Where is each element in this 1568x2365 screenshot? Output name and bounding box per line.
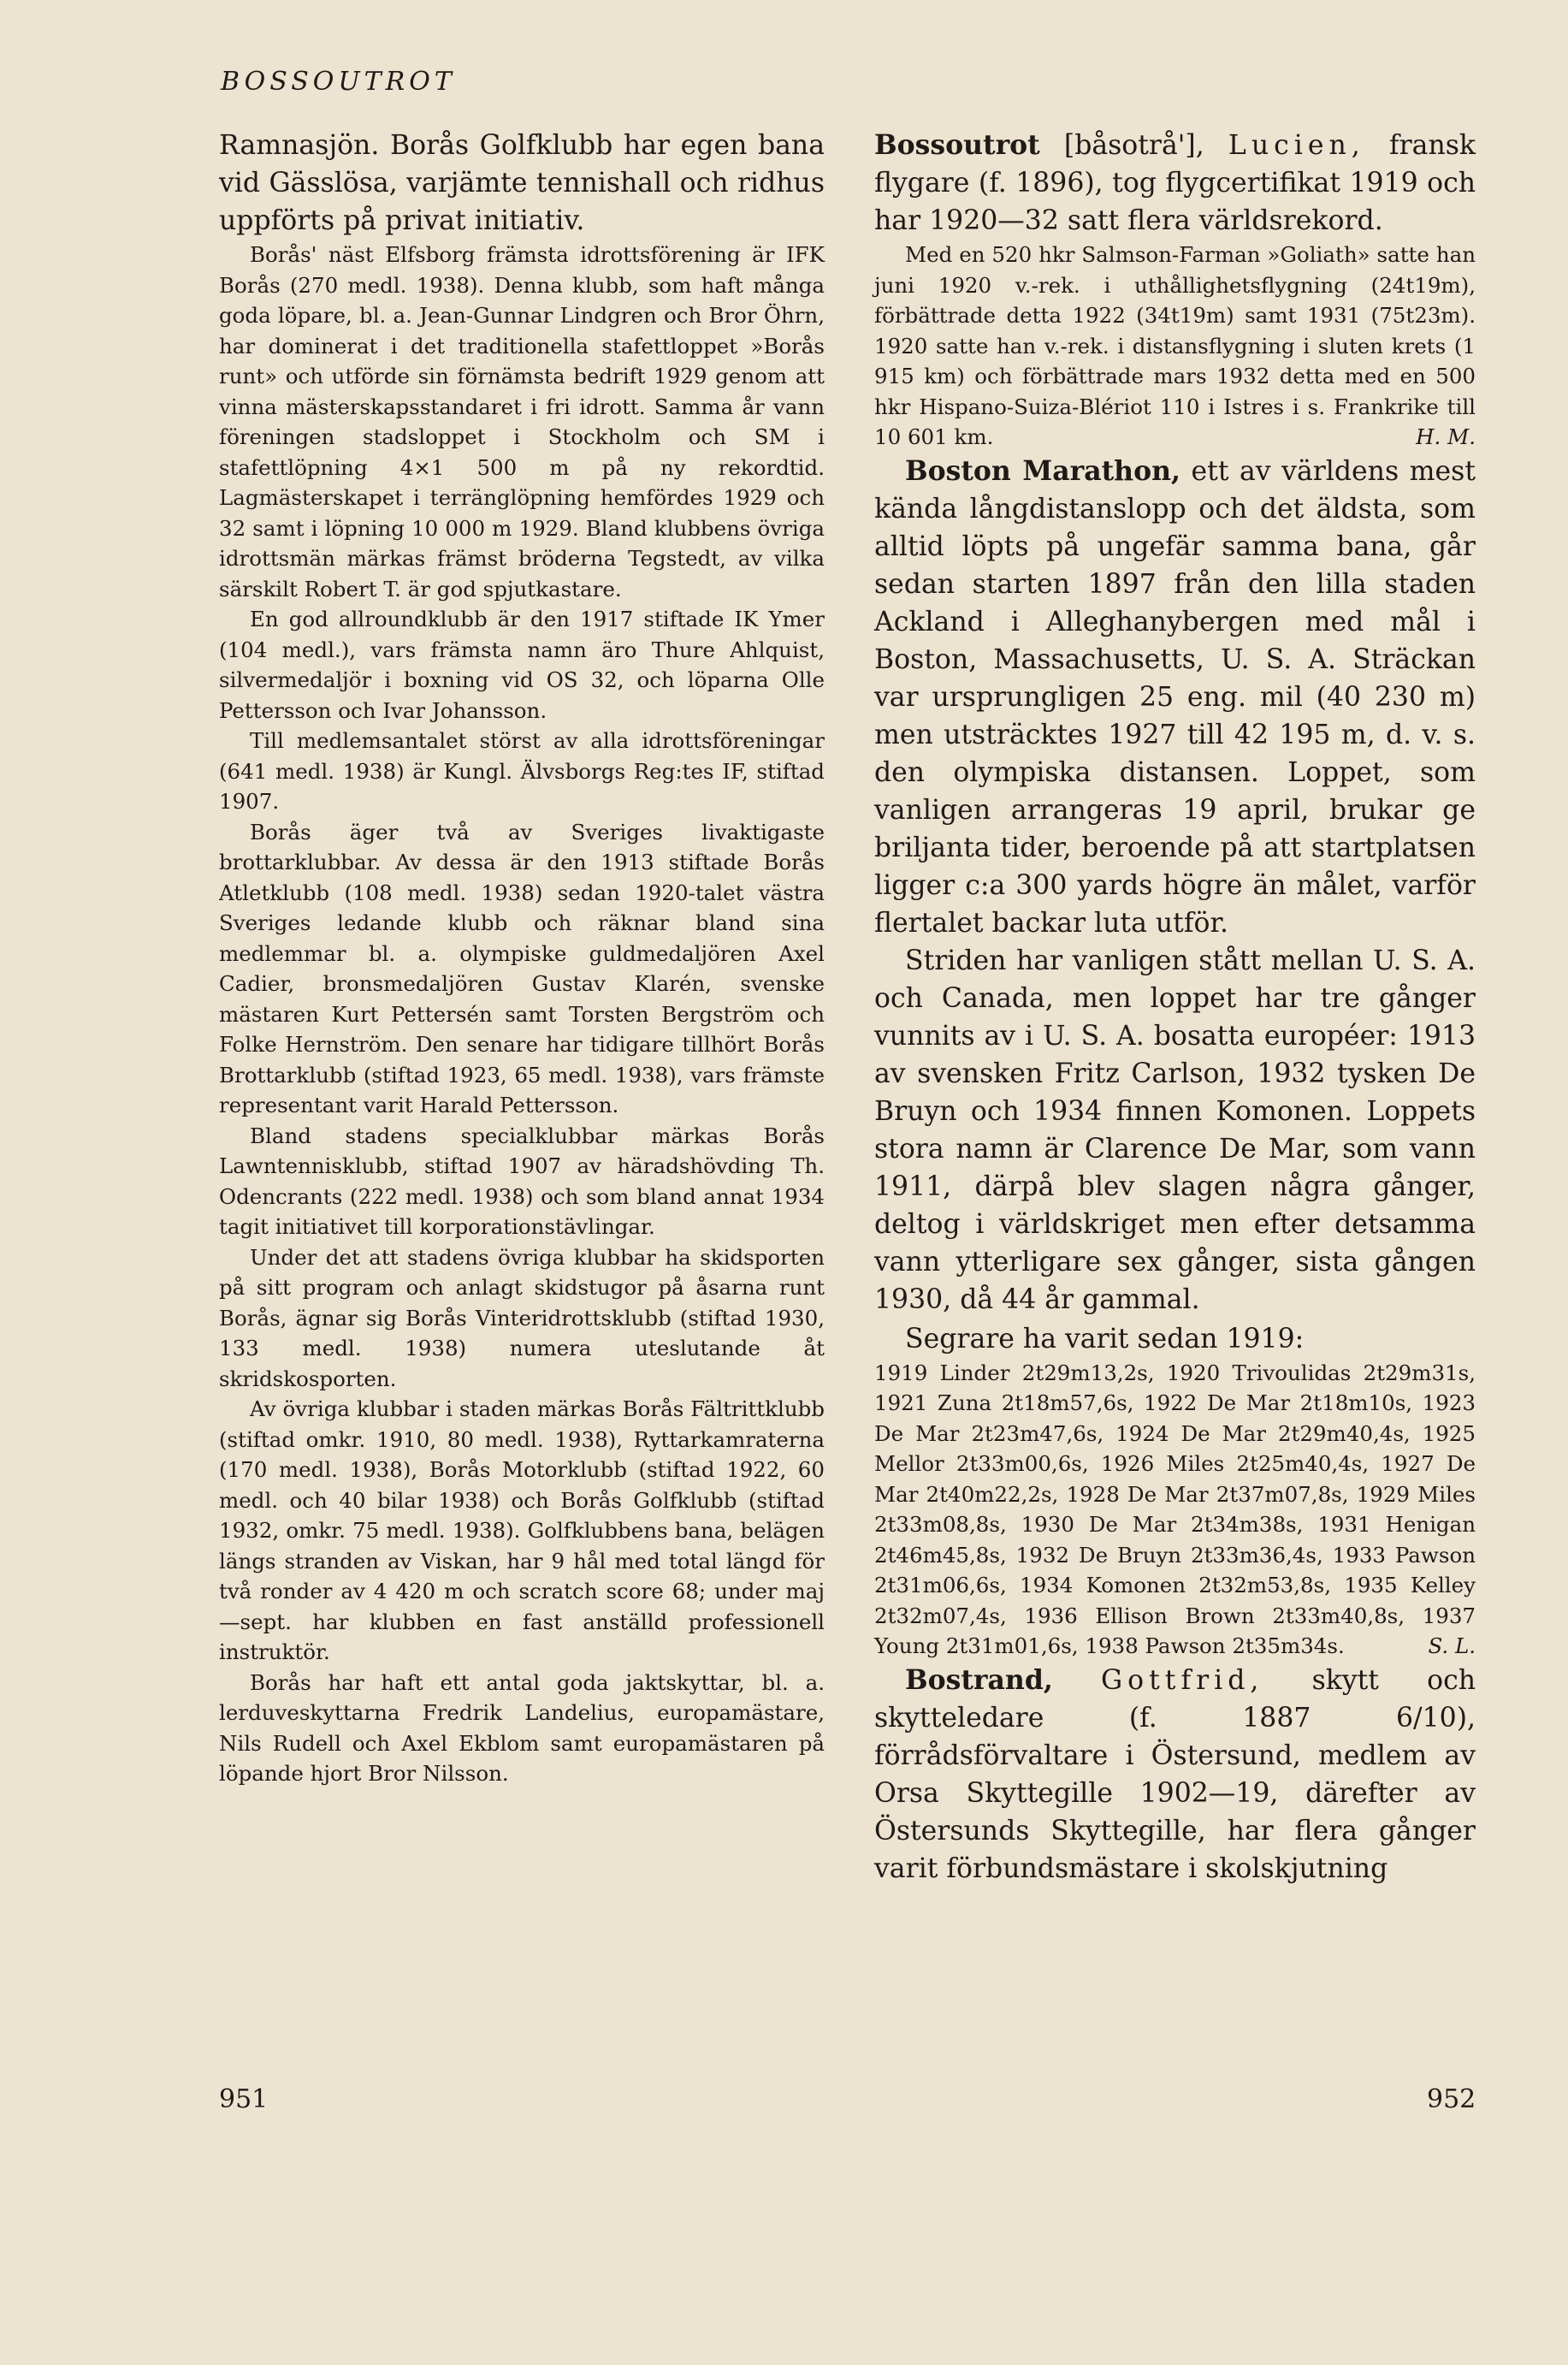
author-signature: S. L. (1428, 1633, 1476, 1658)
intro-paragraph: Ramnasjön. Borås Golfklubb har egen bana vid Gässlösa, varjämte tennishall och ridhus uppförts på privat initiativ. (219, 130, 825, 236)
entry-text: ett av världens mest kända långdistanslopp och det äldsta, som alltid löpts på ungefär samma bana, går sedan starten 1897 från den lilla staden Ackland i Alleghanybergen med mål i Boston, Massachusetts, U. S. A. Sträckan var ursprungligen 25 eng. mil (40 230 m) men utsträcktes 1927 till 42 195 m, d. v. s. den olympiska distansen. Loppet, som vanligen arrangeras 19 april, brukar ge briljanta tider, beroende på att startplatsen ligger c:a 300 yards högre än målet, varför flertalet backar luta utför. (874, 455, 1476, 939)
pronunciation: [båsotrå'], (1063, 130, 1204, 161)
page-number-left: 951 (219, 2084, 269, 2114)
article-paragraph: Till medlemsantalet störst av alla idrottsföreningar (641 medl. 1938) är Kungl. Älvsborgs Reg:tes IF, stiftad 1907. (219, 728, 825, 814)
article-paragraph: Borås har haft ett antal goda jaktskyttar, bl. a. lerduveskyttarna Fredrik Landelius, europamästare, Nils Rudell och Axel Ekblom samt europamästaren på löpande hjort Bror Nilsson. (219, 1669, 825, 1786)
entry-text: fransk flygare (f. 1896), tog flygcertifikat 1919 och har 1920—32 satt flera världsrekord. (874, 130, 1476, 236)
article-paragraph: Borås äger två av Sveriges livaktigaste brottarklubbar. Av dessa är den 1913 stiftade Borås Atletklubb (108 medl. 1938) sedan 1920-talet västra Sveriges ledande klubb och räknar bland sina medlemmar bl. a. olympiske guldmedaljören Axel Cadier, bronsmedaljören Gustav Klarén, svenske mästaren Kurt Pettersén samt Torsten Bergström och Folke Hernström. Den senare har tidigare tillhört Borås Brottarklubb (stiftad 1923, 65 medl. 1938), vars främste representant varit Harald Pettersson. (219, 819, 825, 1117)
entry-paragraph: Striden har vanligen stått mellan U. S. A. och Canada, men loppet har tre gånger vunnits av i U. S. A. bosatta européer: 1913 av svensken Fritz Carlson, 1932 tysken De Bruyn och 1934 finnen Komonen. Loppets stora namn är Clarence De Mar, som vann 1911, därpå blev slagen några gånger, deltog i världskriget men efter detsamma vann ytterligare sex gånger, sista gången 1930, då 44 år gammal. (874, 945, 1476, 1315)
entry-boston-marathon (874, 453, 1476, 942)
article-paragraph: Av övriga klubbar i staden märkas Borås Fältrittklubb (stiftad omkr. 1910, 80 medl. 1938), Ryttarkamraterna (170 medl. 1938), Borås Motorklubb (stiftad 1922, 60 medl. och 40 bilar 1938) och Borås Golfklubb (stiftad 1932, omkr. 75 medl. 1938). Golfklubbens bana, belägen längs stranden av Viskan, har 9 hål med total längd för två ronder av 4 420 m och scratch score 68; under maj—sept. har klubben en fast anställd professionell instruktör. (219, 1396, 825, 1664)
entry-detail (874, 240, 1476, 453)
author-signature: H. M. (1416, 424, 1476, 449)
detail-text: Med en 520 hkr Salmson-Farman »Goliath» satte han juni 1920 v.-rek. i uthållighetsflygning (24t19m), förbättrade detta 1922 (34t19m) samt 1931 (75t23m). 1920 satte han v.-rek. i distansflygning i sluten krets (1 915 km) och förbättrade mars 1932 detta med en 500 hkr Hispano-Suiza-Blériot 110 i Istres i s. Frankrike till 10 601 km. (874, 242, 1476, 449)
page-number-right: 952 (1427, 2084, 1476, 2114)
headword: Bossoutrot (874, 129, 1040, 161)
running-head: BOSSOUTROT (221, 67, 456, 97)
article-paragraph: Bland stadens specialklubbar märkas Borås Lawntennisklubb, stiftad 1907 av häradshövding Th. Odencrants (222 medl. 1938) och som bland annat 1934 tagit initiativet till korporationstävlingar. (219, 1123, 825, 1239)
article-paragraph: Under det att stadens övriga klubbar ha skidsporten på sitt program och anlagt skidstugor på åsarna runt Borås, ägnar sig Borås Vinteridrottsklubb (stiftad 1930, 133 medl. 1938) numera uteslutande åt skridskosporten. (219, 1244, 825, 1391)
article-paragraph: En god allroundklubb är den 1917 stiftade IK Ymer (104 medl.), vars främsta namn äro Thure Ahlquist, silvermedaljör i boxning vid OS 32, och löparna Olle Pettersson och Ivar Johansson. (219, 607, 825, 723)
article-paragraph: Borås' näst Elfsborg främsta idrottsförening är IFK Borås (270 medl. 1938). Denna klubb, som haft många goda löpare, bl. a. Jean-Gunnar Lindgren och Bror Öhrn, har dominerat i det traditionella stafettloppet »Borås runt» och utförde sin förnämsta bedrift 1929 genom att vinna mästerskapsstandaret i fri idrott. Samma år vann föreningen stadsloppet i Stockholm och SM i stafettlöpning 4×1 500 m på ny rekordtid. Lagmästerskapet i terränglöpning hemfördes 1929 och 32 samt i löpning 10 000 m 1929. Bland klubbens övriga idrottsmän märkas främst bröderna Tegstedt, av vilka särskilt Robert T. är god spjutkastare. (219, 242, 825, 602)
right-column (874, 127, 1476, 1888)
entry-bossoutrot (874, 127, 1476, 240)
left-column (219, 127, 825, 1789)
first-name: Gottfrid, (1101, 1664, 1264, 1696)
entry-bostrand (874, 1662, 1476, 1888)
winners-list (874, 1358, 1476, 1662)
first-name: Lucien, (1228, 130, 1365, 161)
headword: Boston Marathon, (905, 454, 1180, 487)
headword: Bostrand, (905, 1663, 1053, 1696)
winners-text: 1919 Linder 2t29m13,2s, 1920 Trivoulidas 2t29m31s, 1921 Zuna 2t18m57,6s, 1922 De Mar 2t18m10s, 1923 De Mar 2t23m47,6s, 1924 De Mar 2t29m40,4s, 1925 Mellor 2t33m00,6s, 1926 Miles 2t25m40,4s, 1927 De Mar 2t40m22,2s, 1928 De Mar 2t37m07,8s, 1929 Miles 2t33m08,8s, 1930 De Mar 2t34m38s, 1931 Henigan 2t46m45,8s, 1932 De Bruyn 2t33m36,4s, 1933 Pawson 2t31m06,6s, 1934 Komonen 2t32m53,8s, 1935 Kelley 2t32m07,4s, 1936 Ellison Brown 2t33m40,8s, 1937 Young 2t31m01,6s, 1938 Pawson 2t35m34s. (874, 1360, 1476, 1658)
entry-text: skytt och skytteledare (f. 1887 6/10), förrådsförvaltare i Östersund, medlem av Orsa Skyttegille 1902—19, därefter av Östersunds Skyttegille, har flera gånger varit förbundsmästare i skolskjutning (874, 1664, 1476, 1884)
winners-intro: Segrare ha varit sedan 1919: (905, 1323, 1305, 1354)
